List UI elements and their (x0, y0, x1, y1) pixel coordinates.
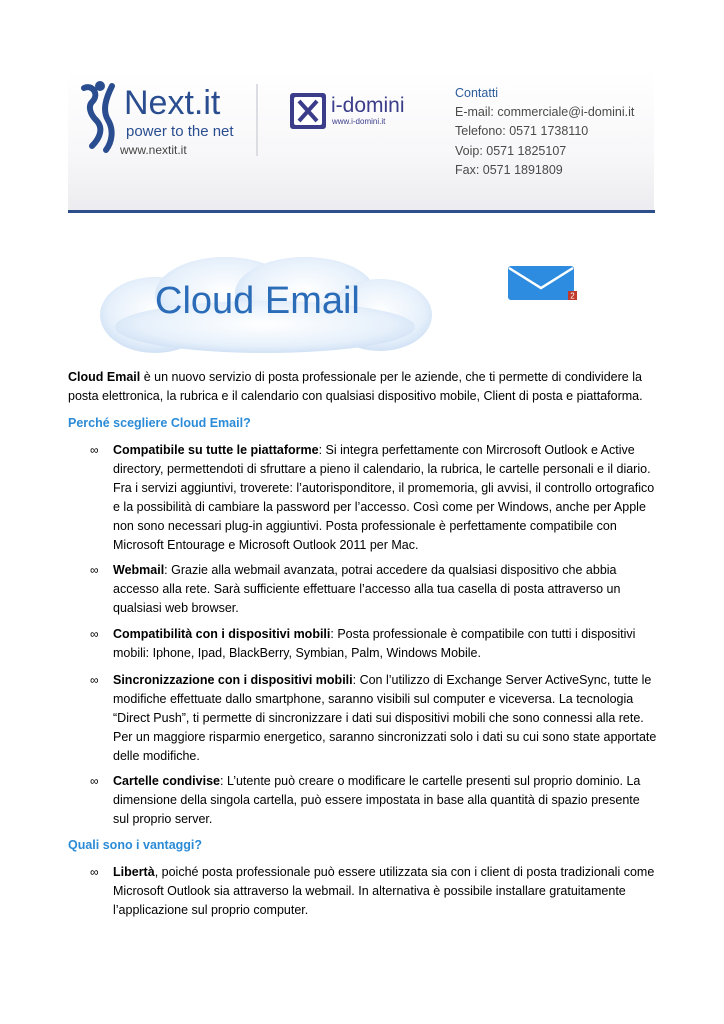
nextit-wordmark: Next.it (124, 84, 221, 122)
intro-text: è un nuovo servizio di posta professionale per le aziende, che ti permette di condividere la posta elettronica, la rubrica e il calendario con qualsiasi dispositivo mobile, Client di posta e piattaforma. (68, 370, 643, 403)
bullet-icon: ∞ (90, 627, 99, 641)
idomini-logo (289, 92, 405, 130)
item-term: Libertà (113, 865, 155, 879)
bullet-icon: ∞ (90, 774, 99, 788)
item-text: , poiché posta professionale può essere utilizzata sia con i client di posta tradizionali come Microsoft Outlook sia attraverso la webmail. In alternativa è possibile installare gratuitamente l’applicazione sul proprio computer. (113, 865, 655, 917)
banner-title: Cloud Email (155, 280, 360, 322)
bullet-icon: ∞ (90, 865, 99, 879)
envelope-icon (506, 264, 580, 304)
item-text: : Con l’utilizzo di Exchange Server ActiveSync, tutte le modifiche effettuate dallo smartphone, saranno visibili sul computer e viceversa. La tecnologia “Direct Push”, ti permette di sincronizzare i dati sui dispositivi mobili che sono connessi alla rete. Per un maggiore risparmio energetico, saranno sincronizzati solo i dati su cui sono state apportate delle modifiche. (113, 673, 657, 763)
section1-heading: Perché scegliere Cloud Email? (68, 416, 251, 430)
contact-fax: Fax: 0571 1891809 (455, 162, 563, 177)
section2-heading: Quali sono i vantaggi? (68, 838, 203, 852)
contact-voip: Voip: 0571 1825107 (455, 143, 567, 158)
contact-phone: Telefono: 0571 1738110 (455, 124, 589, 139)
item-term: Compatibile su tutte le piattaforme (113, 443, 319, 457)
item-text: : L’utente può creare o modificare le cartelle presenti sul proprio dominio. La dimensione della singola cartella, può essere impostata in base alla quantità di spazio presente sul proprio server. (113, 774, 641, 826)
list-item (113, 441, 658, 555)
item-term: Sincronizzazione con i dispositivi mobili (113, 673, 353, 687)
cloud-email-banner (95, 255, 435, 355)
item-term: Webmail (113, 563, 165, 577)
item-term: Cartelle condivise (113, 774, 220, 788)
nextit-tagline: power to the net (126, 123, 234, 140)
idomini-wordmark: i-domini (331, 94, 405, 117)
bullet-icon: ∞ (90, 563, 99, 577)
bullet-icon: ∞ (90, 443, 99, 457)
intro-paragraph (68, 368, 658, 406)
nextit-url: www.nextit.it (120, 143, 187, 157)
contact-email[interactable]: E-mail: commerciale@i-domini.it (455, 105, 635, 120)
idomini-url: www.i-domini.it (332, 117, 386, 126)
mail-badge-count: 2 (570, 291, 575, 301)
list-item (113, 671, 658, 766)
contacts-title: Contatti (455, 86, 499, 100)
intro-lead: Cloud Email (68, 370, 141, 384)
item-text: : Posta professionale è compatibile con tutti i dispositivi mobili: Iphone, Ipad, BlackBerry, Symbian, Palm, Windows Mobile. (113, 627, 636, 660)
item-term: Compatibilità con i dispositivi mobili (113, 627, 331, 641)
list-item (113, 625, 658, 663)
list-item (113, 561, 658, 618)
header-rule (68, 210, 655, 213)
item-text: : Grazie alla webmail avanzata, potrai accedere da qualsiasi dispositivo che abbia accesso alla rete. Sarà sufficiente effettuare l’accesso alla tua casella di posta attraverso un qualsiasi web browser. (113, 563, 621, 615)
list-item (113, 863, 658, 920)
logo-divider (256, 84, 258, 156)
item-text: : Si integra perfettamente con Mircrosoft Outlook e Active directory, permettendoti di sfruttare a pieno il calendario, la rubrica, le cartelle personali e il diario. Fra i servizi aggiuntivi, troverete: l’autorisponditore, il promemoria, gli avvisi, il controllo ortografico e la possibilità di cambiare la password per l’accesso. Così come per Windows, anche per Apple non sono necessari plug-in aggiuntivi. Posta professionale è perfettamente compatibile con Microsoft Entourage e Microsoft Outlook 2011 per Mac. (113, 443, 655, 552)
contacts-block (455, 84, 634, 180)
nextit-figure-icon (84, 81, 112, 150)
bullet-icon: ∞ (90, 673, 99, 687)
list-item (113, 772, 658, 829)
